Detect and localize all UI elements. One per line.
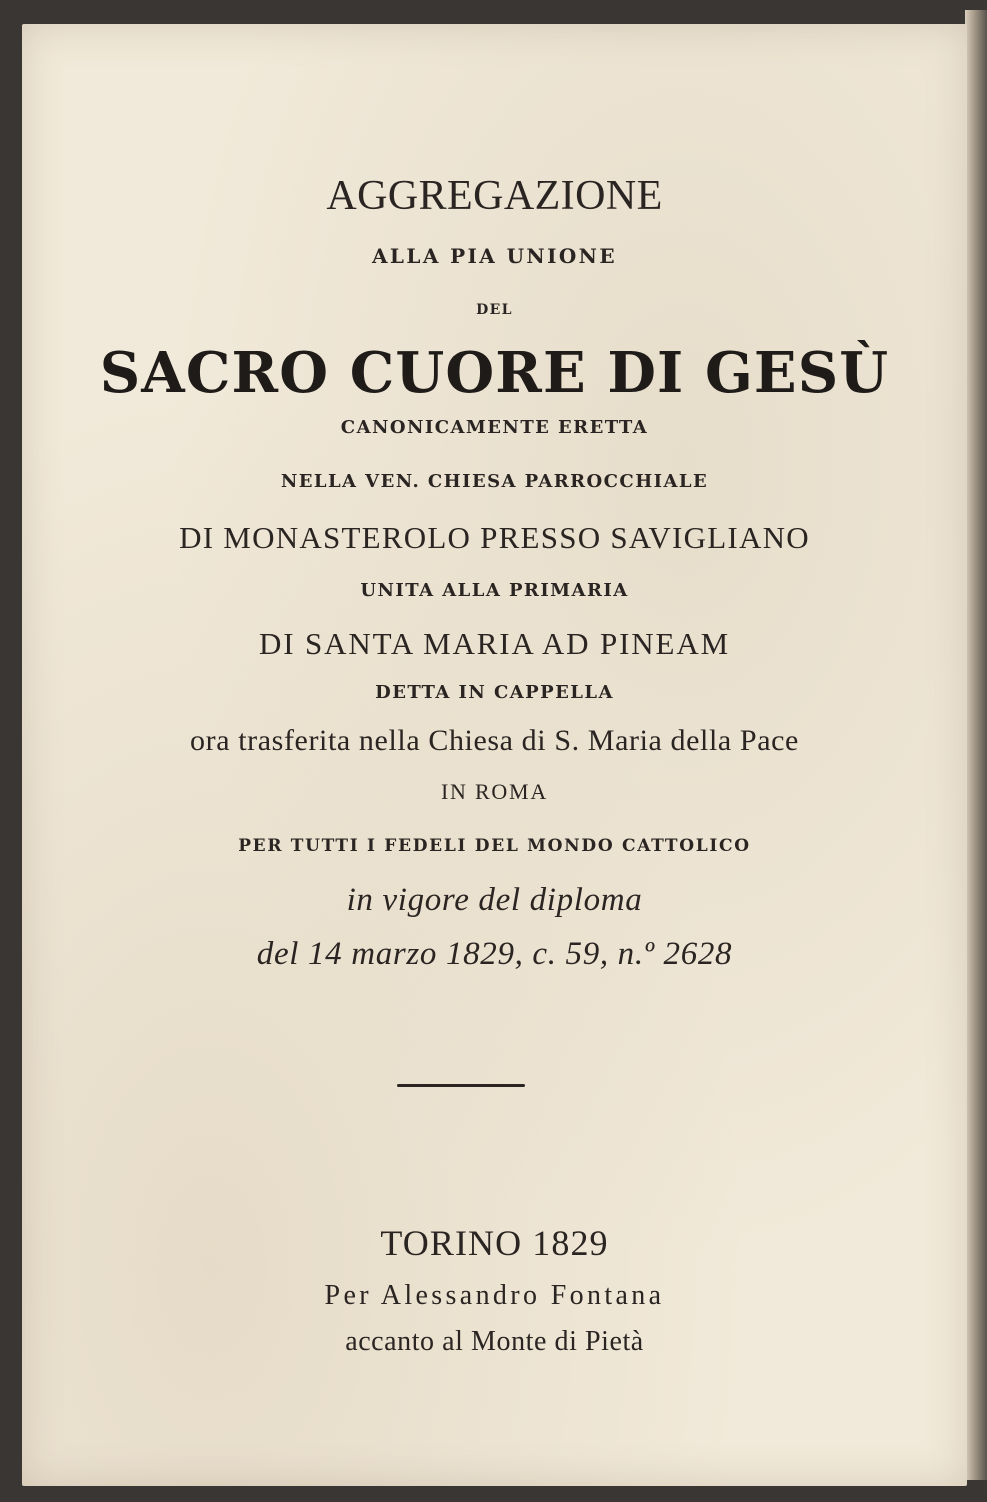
book-edge	[965, 10, 987, 1480]
imprint-printer: Per Alessandro Fontana	[324, 1280, 665, 1311]
title-page	[22, 24, 967, 1486]
title: AGGREGAZIONE	[326, 173, 663, 219]
ornamental-rule	[397, 1084, 525, 1087]
line-canonicamente: CANONICAMENTE ERETTA	[340, 417, 649, 438]
main-title: SACRO CUORE DI GESÙ	[99, 340, 890, 406]
line-in-roma: IN ROMA	[440, 779, 549, 804]
line-ora-trasferita: ora trasferita nella Chiesa di S. Maria della Pace	[190, 724, 799, 757]
imprint-place-year: TORINO 1829	[380, 1223, 609, 1263]
line-diploma-date: del 14 marzo 1829, c. 59, n.º 2628	[256, 936, 733, 972]
subtitle-alla-pia-unione: ALLA PIA UNIONE	[371, 244, 618, 268]
line-santa-maria: DI SANTA MARIA AD PINEAM	[258, 626, 731, 661]
imprint-address: accanto al Monte di Pietà	[345, 1326, 644, 1357]
line-detta-in-cappella: DETTA IN CAPPELLA	[375, 682, 614, 703]
subtitle-del: DEL	[476, 302, 513, 318]
line-in-vigore: in vigore del diploma	[346, 882, 643, 918]
line-nella-chiesa: NELLA VEN. CHIESA PARROCCHIALE	[280, 471, 709, 492]
line-unita: UNITA ALLA PRIMARIA	[360, 580, 629, 601]
line-monasterolo: DI MONASTEROLO PRESSO SAVIGLIANO	[179, 520, 810, 555]
line-per-tutti: PER TUTTI I FEDELI DEL MONDO CATTOLICO	[238, 836, 751, 856]
